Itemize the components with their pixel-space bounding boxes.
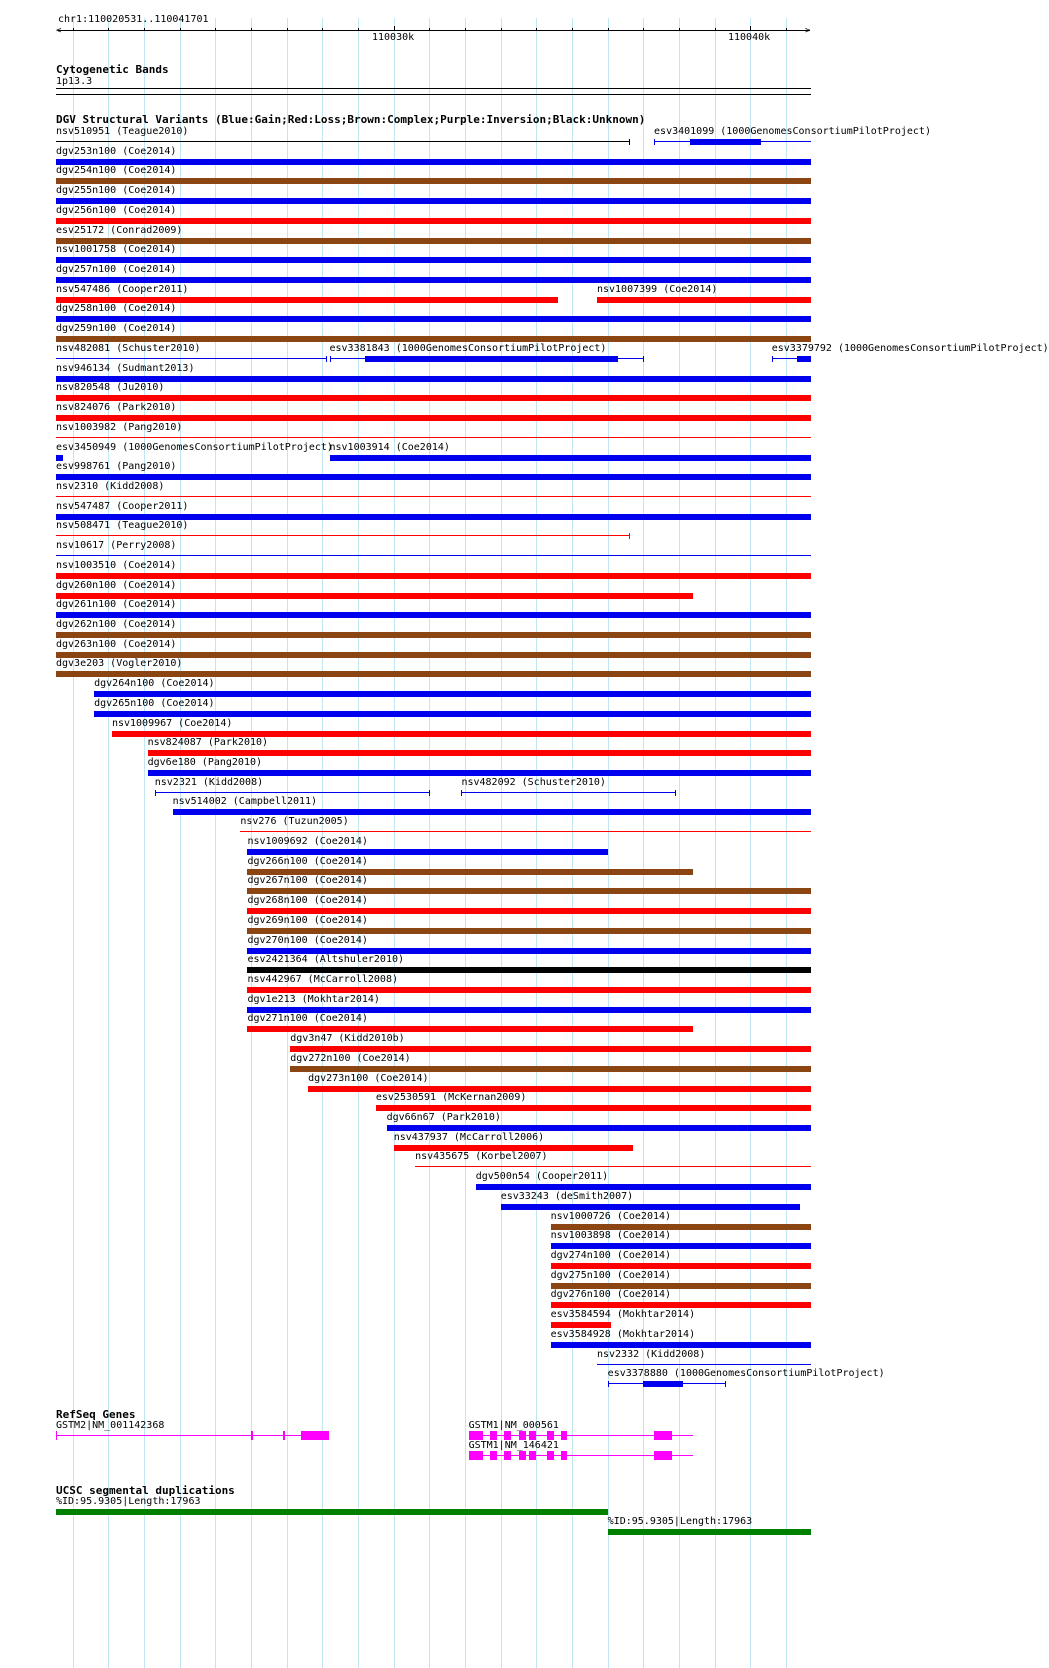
refseq-gene-exon bbox=[561, 1431, 566, 1440]
dgv-feature-label: nsv824076 (Park2010) bbox=[56, 402, 177, 414]
dgv-feature-label: dgv500n54 (Cooper2011) bbox=[475, 1171, 609, 1183]
dgv-feature-bar bbox=[94, 691, 811, 697]
dgv-feature-start-tick bbox=[330, 356, 331, 362]
dgv-feature-bar bbox=[597, 297, 811, 303]
dgv-feature-bar bbox=[56, 474, 811, 480]
dgv-feature-bar bbox=[551, 1283, 811, 1289]
dgv-feature-label: nsv435675 (Korbel2007) bbox=[415, 1151, 548, 1163]
dgv-feature-label: dgv3e203 (Vogler2010) bbox=[56, 658, 183, 670]
dgv-feature-bar bbox=[56, 612, 811, 618]
segdup-feature-bar bbox=[608, 1529, 811, 1535]
dgv-feature-label: nsv510951 (Teague2010) bbox=[56, 126, 189, 137]
refseq-gene-exon bbox=[469, 1431, 483, 1440]
dgv-feature-label: nsv10617 (Perry2008) bbox=[56, 540, 177, 552]
ruler-minor-tick bbox=[429, 28, 430, 31]
refseq-gene-exon bbox=[301, 1431, 330, 1440]
dgv-feature-bar bbox=[56, 218, 811, 224]
dgv-track-title: DGV Structural Variants (Blue:Gain;Red:Loss;Brown:Complex;Purple:Inversion;Black:Unknown) bbox=[56, 113, 646, 126]
dgv-feature-bar bbox=[247, 1026, 693, 1032]
dgv-feature-thick-block bbox=[643, 1381, 682, 1387]
ruler-minor-tick bbox=[180, 28, 181, 31]
dgv-feature-label: nsv276 (Tuzun2005) bbox=[240, 816, 349, 828]
refseq-gene-exon bbox=[490, 1451, 497, 1460]
refseq-gene-label: GSTM1|NM_000561 bbox=[468, 1420, 559, 1431]
dgv-feature-end-tick bbox=[629, 139, 630, 145]
segdup-track-title: UCSC segmental duplications bbox=[56, 1484, 235, 1497]
dgv-feature-label: dgv267n100 (Coe2014) bbox=[247, 875, 368, 887]
ruler-left-arrow: < bbox=[56, 26, 62, 36]
dgv-feature-line bbox=[597, 1364, 811, 1365]
dgv-feature-label: esv3379792 (1000GenomesConsortiumPilotProject) bbox=[771, 342, 1049, 354]
segdup-feature-bar bbox=[56, 1509, 608, 1515]
refseq-gene-exon bbox=[504, 1431, 511, 1440]
dgv-feature-bar bbox=[56, 198, 811, 204]
dgv-feature-bar bbox=[56, 257, 811, 263]
dgv-feature-label: dgv253n100 (Coe2014) bbox=[56, 145, 177, 157]
dgv-feature-label: nsv1000726 (Coe2014) bbox=[550, 1210, 672, 1222]
dgv-feature-label: dgv269n100 (Coe2014) bbox=[247, 914, 368, 926]
ruler-right-arrow: > bbox=[805, 26, 811, 36]
refseq-gene-exon bbox=[251, 1431, 253, 1440]
dgv-feature-label: dgv257n100 (Coe2014) bbox=[56, 264, 177, 276]
dgv-feature-bar bbox=[94, 711, 811, 717]
dgv-feature-bar bbox=[247, 948, 811, 954]
dgv-feature-end-tick bbox=[62, 455, 63, 461]
ruler-coords: chr1:110020531..110041701 bbox=[58, 14, 209, 25]
dgv-feature-bar bbox=[308, 1086, 811, 1092]
dgv-feature-label: dgv261n100 (Coe2014) bbox=[56, 599, 177, 611]
dgv-feature-bar bbox=[376, 1105, 811, 1111]
dgv-feature-bar bbox=[56, 316, 811, 322]
dgv-feature-label: nsv1003982 (Pang2010) bbox=[56, 421, 183, 433]
dgv-feature-label: dgv270n100 (Coe2014) bbox=[247, 934, 368, 946]
dgv-feature-label: nsv1007399 (Coe2014) bbox=[596, 283, 718, 295]
refseq-gene-label: GSTM2|NM_001142368 bbox=[56, 1420, 165, 1431]
dgv-feature-label: dgv275n100 (Coe2014) bbox=[550, 1269, 672, 1281]
dgv-feature-bar bbox=[551, 1263, 811, 1269]
dgv-feature-bar bbox=[56, 297, 558, 303]
dgv-feature-label: nsv2321 (Kidd2008) bbox=[154, 776, 264, 788]
refseq-gene-exon bbox=[529, 1451, 536, 1460]
dgv-feature-label: nsv1009967 (Coe2014) bbox=[111, 717, 233, 729]
dgv-feature-start-tick bbox=[461, 790, 462, 796]
refseq-gene-exon bbox=[561, 1451, 566, 1460]
dgv-feature-bar bbox=[56, 178, 811, 184]
dgv-feature-label: nsv437937 (McCarroll2006) bbox=[393, 1131, 545, 1143]
dgv-feature-bar bbox=[148, 770, 811, 776]
dgv-feature-line bbox=[56, 437, 811, 438]
grid-line bbox=[572, 18, 573, 1668]
dgv-feature-label: dgv254n100 (Coe2014) bbox=[56, 165, 177, 177]
ruler-minor-tick bbox=[394, 28, 395, 31]
dgv-feature-bar bbox=[56, 376, 811, 382]
dgv-feature-bar bbox=[56, 415, 811, 421]
ruler-minor-tick bbox=[73, 28, 74, 31]
dgv-feature-line bbox=[56, 496, 811, 497]
dgv-feature-bar bbox=[148, 750, 811, 756]
dgv-feature-end-tick bbox=[429, 790, 430, 796]
ruler-minor-tick bbox=[572, 28, 573, 31]
ruler-minor-tick bbox=[536, 28, 537, 31]
grid-line bbox=[394, 18, 395, 1668]
dgv-feature-label: esv3584594 (Mokhtar2014) bbox=[550, 1309, 696, 1321]
dgv-feature-end-tick bbox=[725, 1381, 726, 1387]
dgv-feature-label: nsv820548 (Ju2010) bbox=[56, 382, 165, 394]
grid-line bbox=[715, 18, 716, 1668]
ruler-minor-tick bbox=[287, 28, 288, 31]
dgv-feature-end-tick bbox=[326, 356, 327, 362]
dgv-feature-start-tick bbox=[772, 356, 773, 362]
cytoband-line-bottom bbox=[56, 94, 811, 95]
ruler-minor-tick bbox=[679, 28, 680, 31]
grid-line bbox=[465, 18, 466, 1668]
dgv-feature-label: nsv547486 (Cooper2011) bbox=[56, 283, 189, 295]
dgv-feature-bar bbox=[247, 869, 693, 875]
dgv-feature-bar bbox=[56, 671, 811, 677]
dgv-feature-label: nsv1001758 (Coe2014) bbox=[56, 244, 177, 256]
dgv-feature-label: dgv276n100 (Coe2014) bbox=[550, 1289, 672, 1301]
dgv-feature-thick-block bbox=[797, 356, 811, 362]
refseq-gene-exon bbox=[547, 1451, 554, 1460]
dgv-feature-label: esv3584928 (Mokhtar2014) bbox=[550, 1328, 696, 1340]
dgv-feature-line bbox=[56, 555, 811, 556]
ruler-minor-tick bbox=[251, 28, 252, 31]
ruler-minor-tick bbox=[108, 28, 109, 31]
segdup-feature-label: %ID:95.9305|Length:17963 bbox=[56, 1496, 201, 1507]
dgv-feature-label: dgv255n100 (Coe2014) bbox=[56, 185, 177, 197]
dgv-feature-thick-block bbox=[56, 455, 62, 461]
ruler-minor-tick bbox=[144, 28, 145, 31]
dgv-feature-label: nsv2332 (Kidd2008) bbox=[596, 1348, 706, 1360]
dgv-feature-bar bbox=[290, 1046, 811, 1052]
dgv-feature-label: dgv6e180 (Pang2010) bbox=[147, 757, 262, 769]
dgv-feature-label: esv3381843 (1000GenomesConsortiumPilotProject) bbox=[329, 342, 607, 354]
dgv-feature-end-tick bbox=[643, 356, 644, 362]
refseq-gene-exon bbox=[654, 1431, 672, 1440]
ruler-tick-label: 110040k bbox=[728, 32, 771, 43]
dgv-feature-end-tick bbox=[675, 790, 676, 796]
dgv-feature-bar bbox=[247, 987, 811, 993]
dgv-feature-label: dgv66n67 (Park2010) bbox=[386, 1112, 501, 1123]
dgv-feature-bar bbox=[56, 652, 811, 658]
refseq-gene-exon bbox=[519, 1431, 526, 1440]
dgv-feature-label: dgv256n100 (Coe2014) bbox=[56, 204, 177, 216]
refseq-gene-exon bbox=[654, 1451, 672, 1460]
refseq-gene-exon bbox=[283, 1431, 285, 1440]
segdup-feature-label: %ID:95.9305|Length:17963 bbox=[607, 1516, 753, 1527]
dgv-feature-label: nsv482081 (Schuster2010) bbox=[56, 342, 201, 354]
dgv-feature-bar bbox=[173, 809, 811, 815]
dgv-feature-bar bbox=[56, 593, 693, 599]
dgv-feature-label: dgv1e213 (Mokhtar2014) bbox=[247, 993, 380, 1005]
grid-line bbox=[786, 18, 787, 1668]
dgv-feature-label: dgv263n100 (Coe2014) bbox=[56, 638, 177, 650]
ruler-minor-tick bbox=[501, 28, 502, 31]
dgv-feature-bar bbox=[56, 632, 811, 638]
dgv-feature-thick-block bbox=[690, 139, 761, 145]
dgv-feature-label: esv25172 (Conrad2009) bbox=[56, 224, 183, 236]
dgv-feature-label: dgv272n100 (Coe2014) bbox=[290, 1052, 411, 1064]
dgv-feature-label: nsv824087 (Park2010) bbox=[147, 737, 269, 749]
ruler-minor-tick bbox=[786, 28, 787, 31]
dgv-feature-thick-block bbox=[365, 356, 618, 362]
dgv-feature-label: dgv258n100 (Coe2014) bbox=[56, 303, 177, 315]
dgv-feature-end-tick bbox=[629, 533, 630, 539]
dgv-feature-line bbox=[240, 831, 811, 832]
dgv-feature-line bbox=[155, 792, 430, 793]
grid-line bbox=[180, 18, 181, 1668]
dgv-feature-bar bbox=[247, 928, 811, 934]
dgv-feature-label: esv33243 (deSmith2007) bbox=[500, 1190, 634, 1202]
cytoband-band-label: 1p13.3 bbox=[56, 76, 93, 87]
grid-line bbox=[215, 18, 216, 1668]
grid-line bbox=[608, 18, 609, 1668]
cytoband-track-title: Cytogenetic Bands bbox=[56, 63, 169, 76]
dgv-feature-line bbox=[56, 535, 629, 536]
dgv-feature-bar bbox=[290, 1066, 811, 1072]
dgv-feature-bar bbox=[501, 1204, 801, 1210]
dgv-feature-bar bbox=[551, 1322, 612, 1328]
dgv-feature-label: nsv514002 (Campbell2011) bbox=[172, 796, 318, 808]
dgv-feature-bar bbox=[247, 967, 811, 973]
dgv-feature-label: dgv259n100 (Coe2014) bbox=[56, 323, 177, 335]
dgv-feature-bar bbox=[476, 1184, 811, 1190]
dgv-feature-line bbox=[415, 1166, 811, 1167]
dgv-feature-label: esv3450949 (1000GenomesConsortiumPilotProject) bbox=[56, 441, 333, 453]
dgv-feature-label: nsv547487 (Cooper2011) bbox=[56, 500, 189, 512]
ruler-minor-tick bbox=[465, 28, 466, 31]
dgv-feature-label: dgv3n47 (Kidd2010b) bbox=[290, 1033, 405, 1045]
refseq-gene-exon bbox=[56, 1431, 57, 1440]
dgv-feature-bar bbox=[247, 888, 811, 894]
refseq-gene-exon bbox=[490, 1431, 497, 1440]
dgv-feature-bar bbox=[330, 455, 811, 461]
dgv-feature-bar bbox=[56, 277, 811, 283]
cytoband-line-top bbox=[56, 88, 811, 89]
dgv-feature-start-tick bbox=[654, 139, 655, 145]
refseq-gene-label: GSTM1|NM_146421 bbox=[468, 1440, 559, 1451]
dgv-feature-bar bbox=[551, 1302, 811, 1308]
dgv-feature-label: dgv262n100 (Coe2014) bbox=[56, 619, 177, 630]
grid-line bbox=[429, 18, 430, 1668]
dgv-feature-label: dgv265n100 (Coe2014) bbox=[94, 697, 215, 709]
grid-line bbox=[750, 18, 751, 1668]
dgv-feature-label: nsv1009692 (Coe2014) bbox=[247, 835, 368, 847]
ruler-tick-label: 110030k bbox=[372, 32, 415, 43]
dgv-feature-bar bbox=[551, 1243, 811, 1249]
refseq-gene-exon bbox=[504, 1451, 511, 1460]
refseq-gene-exon bbox=[519, 1451, 526, 1460]
dgv-feature-label: esv2530591 (McKernan2009) bbox=[375, 1092, 527, 1104]
dgv-feature-label: dgv266n100 (Coe2014) bbox=[247, 855, 368, 867]
dgv-feature-label: nsv482092 (Schuster2010) bbox=[461, 776, 606, 788]
ruler-axis bbox=[58, 30, 810, 31]
ruler-minor-tick bbox=[608, 28, 609, 31]
dgv-feature-label: dgv260n100 (Coe2014) bbox=[56, 579, 177, 591]
dgv-feature-label: dgv264n100 (Coe2014) bbox=[94, 678, 215, 690]
dgv-feature-label: nsv442967 (McCarroll2008) bbox=[247, 973, 398, 985]
dgv-feature-label: esv2421364 (Altshuler2010) bbox=[247, 954, 405, 966]
ruler-minor-tick bbox=[215, 28, 216, 31]
dgv-feature-label: nsv1003898 (Coe2014) bbox=[550, 1230, 672, 1242]
ruler-minor-tick bbox=[358, 28, 359, 31]
dgv-feature-line bbox=[56, 141, 629, 142]
dgv-feature-label: dgv274n100 (Coe2014) bbox=[550, 1250, 672, 1262]
dgv-feature-bar bbox=[551, 1224, 811, 1230]
ruler-minor-tick bbox=[715, 28, 716, 31]
dgv-feature-bar bbox=[56, 573, 811, 579]
dgv-feature-label: nsv2310 (Kidd2008) bbox=[56, 480, 165, 492]
dgv-feature-label: dgv271n100 (Coe2014) bbox=[247, 1013, 368, 1025]
dgv-feature-bar bbox=[56, 395, 811, 401]
refseq-track-title: RefSeq Genes bbox=[56, 1408, 136, 1421]
refseq-gene-exon bbox=[547, 1431, 554, 1440]
dgv-feature-label: esv3401099 (1000GenomesConsortiumPilotProject) bbox=[654, 126, 931, 137]
dgv-feature-bar bbox=[387, 1125, 811, 1131]
ruler-minor-tick bbox=[322, 28, 323, 31]
ruler-minor-tick bbox=[750, 28, 751, 31]
refseq-gene-exon bbox=[469, 1451, 483, 1460]
dgv-feature-bar bbox=[56, 336, 811, 342]
dgv-feature-label: dgv268n100 (Coe2014) bbox=[247, 895, 368, 907]
dgv-feature-label: nsv508471 (Teague2010) bbox=[56, 520, 189, 532]
dgv-feature-label: esv3378880 (1000GenomesConsortiumPilotProject) bbox=[607, 1368, 885, 1380]
dgv-feature-label: nsv1003914 (Coe2014) bbox=[329, 441, 450, 453]
dgv-feature-bar bbox=[247, 908, 811, 914]
ruler-minor-tick bbox=[643, 28, 644, 31]
dgv-feature-start-tick bbox=[608, 1381, 609, 1387]
dgv-feature-bar bbox=[56, 238, 811, 244]
dgv-feature-label: dgv273n100 (Coe2014) bbox=[308, 1072, 429, 1084]
dgv-feature-label: nsv946134 (Sudmant2013) bbox=[56, 362, 195, 374]
dgv-feature-bar bbox=[112, 731, 811, 737]
grid-line bbox=[679, 18, 680, 1668]
dgv-feature-line bbox=[56, 358, 326, 359]
grid-line bbox=[643, 18, 644, 1668]
dgv-feature-label: nsv1003510 (Coe2014) bbox=[56, 559, 177, 571]
dgv-feature-bar bbox=[56, 514, 811, 520]
dgv-feature-bar bbox=[247, 1007, 811, 1013]
dgv-feature-bar bbox=[394, 1145, 633, 1151]
dgv-feature-label: esv998761 (Pang2010) bbox=[56, 461, 177, 473]
refseq-gene-intron-line bbox=[56, 1435, 301, 1436]
dgv-feature-bar bbox=[551, 1342, 811, 1348]
dgv-feature-bar bbox=[247, 849, 607, 855]
dgv-feature-bar bbox=[56, 159, 811, 165]
dgv-feature-start-tick bbox=[155, 790, 156, 796]
refseq-gene-exon bbox=[529, 1431, 536, 1440]
dgv-feature-line bbox=[461, 792, 675, 793]
